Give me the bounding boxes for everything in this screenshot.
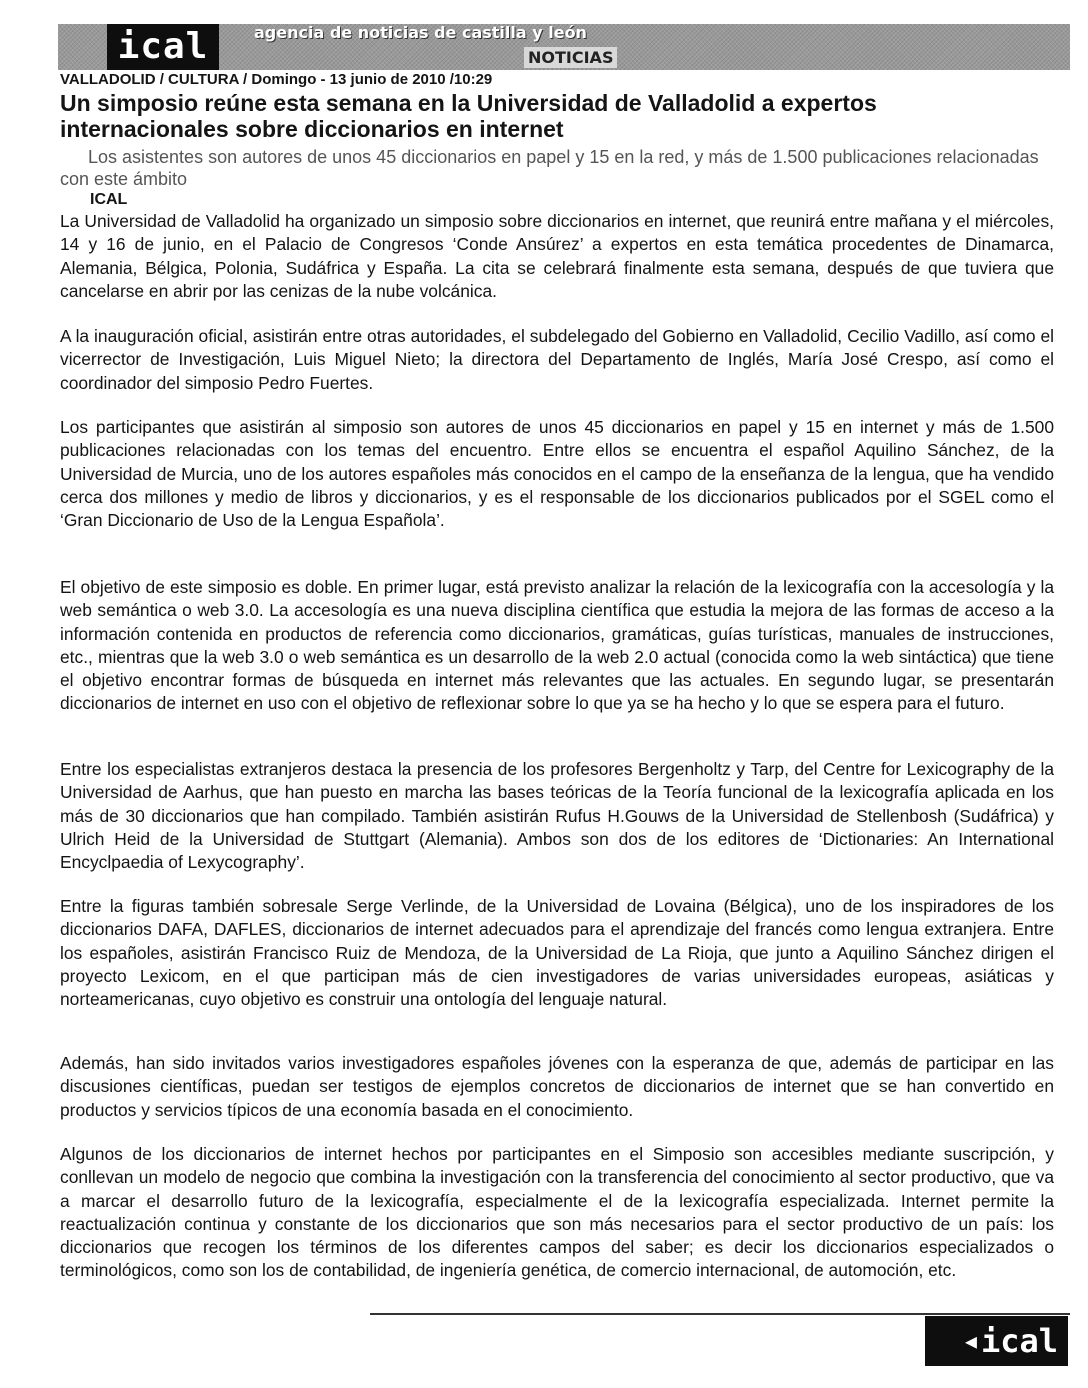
footer-logo-text: ical <box>980 1322 1058 1360</box>
agency-name: agencia de noticias de castilla y león <box>254 23 587 42</box>
ical-logo <box>107 24 219 70</box>
footer-rule <box>370 1313 1070 1315</box>
ical-logo-text: ical <box>117 26 209 67</box>
article-paragraph: A la inauguración oficial, asistirán entre otras autoridades, el subdelegado del Gobierno en Valladolid, Cecilio Vadillo, así como el vicerrector de Investigación, Luis Miguel Nieto; la directora del Departamento de Inglés, María José Crespo, así como el coordinador del simposio Pedro Fuertes. <box>60 326 1054 393</box>
article-paragraph: Los participantes que asistirán al simposio son autores de unos 45 diccionarios en papel y 15 en internet y más de 1.500 publicaciones relacionadas con los temas del encuentro. Entre ellos se encuentra el español Aquilino Sánchez, de la Universidad de Murcia, uno de los autores españoles más conocidos en el campo de la enseñanza de la lengua, que ha vendido cerca dos millones y medio de libros y diccionarios, y es el responsable de los diccionarios publicados por el SGEL como el ‘Gran Diccionario de Uso de la Lengua Española’. <box>60 417 1054 531</box>
article-paragraph: Entre los especialistas extranjeros destaca la presencia de los profesores Bergenholtz y Tarp, del Centre for Lexicography de la Universidad de Aarhus, que han puesto en marcha las bases teóricas de la Teoría funcional de la lexicografía aplicada en los más de 30 diccionarios que han compilado. También asistirán Rufus H.Gouws de la Universidad de Stellenbosh (Sudáfrica) y Ulrich Heid de la Universidad de Stuttgart (Alemania). Ambos son dos de los editores de ‘Dictionaries: An International Encyclpaedia of Lexycography’. <box>60 759 1054 873</box>
article-paragraph: La Universidad de Valladolid ha organizado un simposio sobre diccionarios en internet, que reunirá entre mañana y el miércoles, 14 y 16 de junio, en el Palacio de Congresos ‘Conde Ansúrez’ a expertos en esta temática procedentes de Dinamarca, Alemania, Bélgica, Polonia, Sudáfrica y España. La cita se celebrará finalmente esta semana, después de que tuviera que cancelarse en abrir por las cenizas de la nube volcánica. <box>60 211 1054 301</box>
section-label: NOTICIAS <box>524 47 617 68</box>
subtitle: Los asistentes son autores de unos 45 diccionarios en papel y 15 en la red, y más de 1.500 publicaciones relacionadas con este ámbito <box>60 147 1039 189</box>
arrow-left-icon: ◀ <box>964 1329 977 1353</box>
dateline: VALLADOLID / CULTURA / Domingo - 13 junio de 2010 /10:29 <box>60 71 493 88</box>
article-paragraph: Además, han sido invitados varios investigadores españoles jóvenes con la esperanza de que, además de participar en las discusiones científicas, puedan ser testigos de ejemplos concretos de diccionarios de internet que se han convertido en productos y servicios típicos de una economía basada en el conocimiento. <box>60 1053 1054 1120</box>
article-paragraph: Entre la figuras también sobresale Serge Verlinde, de la Universidad de Lovaina (Bélgica), uno de los inspiradores de los diccionarios DAFA, DAFLES, diccionarios de internet adecuados para el aprendizaje del francés como lengua extranjera. Entre los españoles, asistirán Francisco Ruiz de Mendoza, de la Universidad de La Rioja, que junto a Aquilino Sánchez dirigen el proyecto Lexicom, en el que participan más de cien investigadores de varias universidades europeas, asiáticas y norteamericanas, cuyo objetivo es construir una ontología del lenguaje natural. <box>60 896 1054 1010</box>
article-paragraph: Algunos de los diccionarios de internet hechos por participantes en el Simposio son accesibles mediante suscripción, y conllevan un modelo de negocio que combina la investigación con la transferencia del conocimiento al sector productivo, que va a marcar el desarrollo futuro de la lexicografía, especialmente el de la lexicografía especializada. Internet permite la reactualización continua y constante de los diccionarios que son más necesarios para el sector productivo de un país: los diccionarios que recogen los términos de los diferentes campos del saber; es decir los diccionarios especializados o terminológicos, como son los de contabilidad, de ingeniería genética, de comercio internacional, de automoción, etc. <box>60 1144 1054 1281</box>
headline: Un simposio reúne esta semana en la Universidad de Valladolid a expertos internacionales sobre diccionarios en internet <box>60 90 877 142</box>
article-paragraph: El objetivo de este simposio es doble. En primer lugar, está previsto analizar la relación de la lexicografía con la accesología y la web semántica o web 3.0. La accesología es una nueva disciplina científica que estudia la mejora de las formas de acceso a la información contenida en productos de referencia como diccionarios, gramáticas, guías turísticas, manuales de instrucciones, etc., mientras que la web 3.0 o web semántica es un desarrollo de la web 2.0 actual (conocida como la web sintáctica) que tiene el objetivo encontrar formas de búsqueda en internet más relevantes que las actuales. En segundo lugar, se presentarán diccionarios de internet en uso con el objetivo de reflexionar sobre lo que ya se ha hecho y lo que se espera para el futuro. <box>60 577 1054 714</box>
footer-logo <box>925 1316 1068 1366</box>
byline: ICAL <box>90 191 128 208</box>
